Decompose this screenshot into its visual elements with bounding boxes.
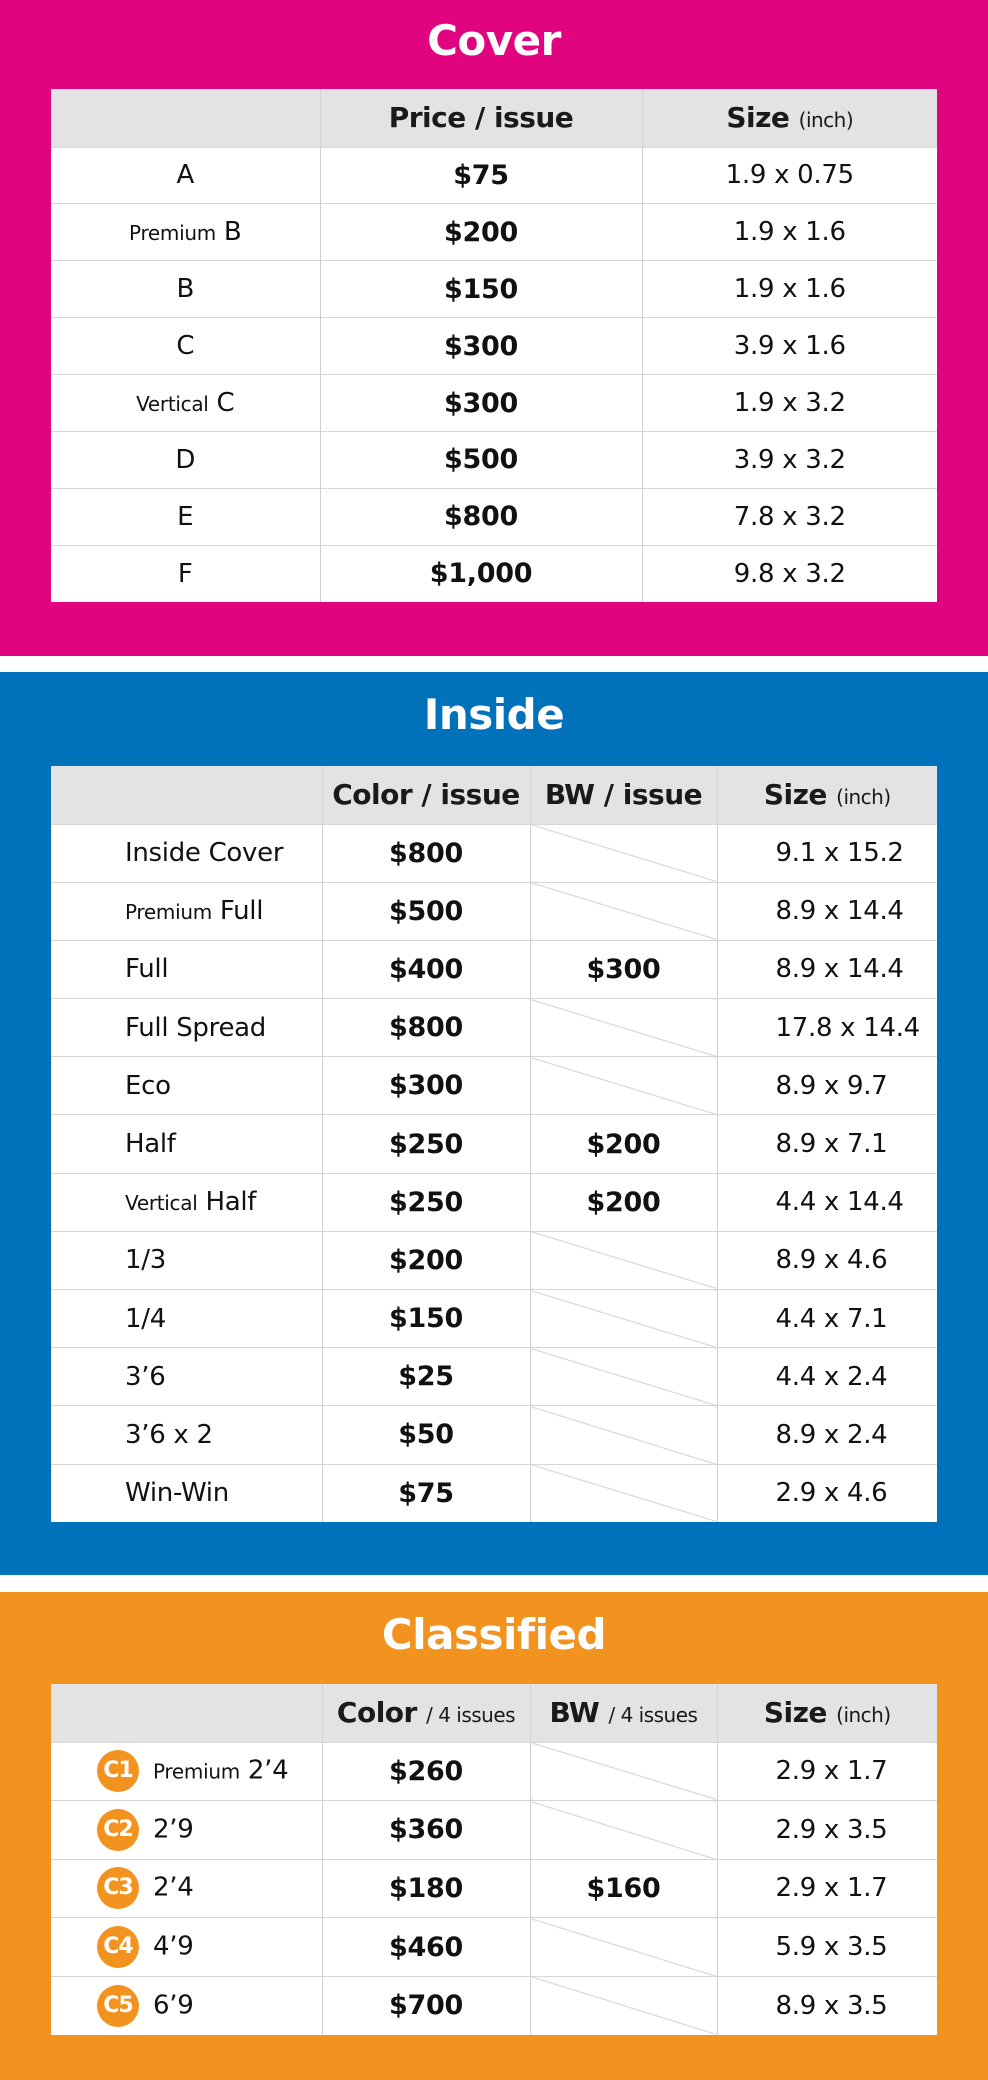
inside-row <box>51 1290 937 1348</box>
inside-row-size: 17.8 x 14.4 <box>717 999 937 1057</box>
inside-row <box>51 999 937 1057</box>
inside-row-bw-price: $200 <box>530 1173 717 1231</box>
classified-header-color <box>322 1684 530 1742</box>
classified-header-size <box>717 1684 937 1742</box>
classified-header-bw-sub: / 4 issues <box>608 1703 698 1728</box>
cover-row-size: 1.9 x 1.6 <box>642 204 937 261</box>
inside-row-size: 8.9 x 9.7 <box>717 1057 937 1115</box>
inside-table <box>51 766 937 1522</box>
inside-row-label-cell <box>51 1348 322 1406</box>
cover-row-price: $800 <box>320 488 642 545</box>
inside-row-size: 8.9 x 4.6 <box>717 1231 937 1289</box>
classified-row-label-cell <box>51 1742 322 1801</box>
inside-row-label: 1/4 <box>125 1303 166 1334</box>
classified-row-label: 2’4 <box>153 1872 194 1903</box>
cover-row-label-cell <box>51 431 320 488</box>
classified-title: Classified <box>381 1610 607 1659</box>
inside-header-color: Color / issue <box>322 766 530 824</box>
inside-row-label: Half <box>205 1187 257 1218</box>
inside-section <box>0 672 988 1575</box>
inside-row <box>51 1464 937 1522</box>
classified-header-color-sub: / 4 issues <box>426 1703 516 1728</box>
inside-row-label-cell <box>51 1115 322 1173</box>
cover-row-size: 1.9 x 3.2 <box>642 375 937 432</box>
inside-row-label-cell <box>51 1173 322 1231</box>
inside-row <box>51 1231 937 1289</box>
classified-row-bw-price: $160 <box>530 1859 717 1918</box>
classified-row-bw-empty <box>530 1801 717 1860</box>
inside-row <box>51 940 937 998</box>
inside-row-label-cell <box>51 940 322 998</box>
inside-row-bw-empty <box>530 1057 717 1115</box>
cover-row-price: $150 <box>320 261 642 318</box>
cover-row-price: $1,000 <box>320 545 642 602</box>
cover-row <box>51 545 937 602</box>
inside-title: Inside <box>423 690 565 739</box>
inside-row-size: 4.4 x 14.4 <box>717 1173 937 1231</box>
classified-row-label: 4’9 <box>153 1931 194 1962</box>
classified-row-label: 6’9 <box>153 1990 194 2021</box>
cover-row-prefix: Premium <box>129 221 216 246</box>
inside-row-bw-empty <box>530 1231 717 1289</box>
inside-row-label: Win-Win <box>125 1478 229 1509</box>
inside-row-bw-price: $200 <box>530 1115 717 1173</box>
inside-row-color-price: $300 <box>322 1057 530 1115</box>
classified-row <box>51 1859 937 1918</box>
inside-row-color-price: $200 <box>322 1231 530 1289</box>
inside-row-label-cell <box>51 1057 322 1115</box>
classified-row-label: 2’4 <box>247 1755 289 1786</box>
inside-row-prefix: Vertical <box>125 1191 198 1216</box>
classified-header-blank <box>51 1684 322 1742</box>
cover-row-price: $300 <box>320 318 642 375</box>
cover-row-size: 7.8 x 3.2 <box>642 488 937 545</box>
classified-row-color-price: $700 <box>322 1976 530 2035</box>
inside-header-bw: BW / issue <box>530 766 717 824</box>
classified-row-size: 2.9 x 3.5 <box>717 1801 937 1860</box>
cover-row-prefix: Vertical <box>136 392 209 416</box>
cover-rows <box>51 147 937 602</box>
inside-row-bw-empty <box>530 1348 717 1406</box>
classified-row-label-cell <box>51 1801 322 1860</box>
inside-row <box>51 824 937 882</box>
cover-title: Cover <box>427 16 561 65</box>
classified-row-label-cell <box>51 1918 322 1977</box>
cover-header-size <box>642 89 937 147</box>
cover-row-label-cell <box>51 488 320 545</box>
cover-header-blank <box>51 89 320 147</box>
classified-row-size: 5.9 x 3.5 <box>717 1918 937 1977</box>
cover-row <box>51 204 937 261</box>
classified-badge-icon: C4 <box>97 1926 139 1968</box>
cover-section <box>0 0 988 656</box>
cover-row-label: D <box>175 444 196 475</box>
classified-row <box>51 1742 937 1801</box>
inside-header-size-label: Size <box>763 778 827 812</box>
cover-row-label: C <box>216 388 235 418</box>
cover-row-label-cell <box>51 147 320 204</box>
classified-row-color-price: $460 <box>322 1918 530 1977</box>
classified-row <box>51 1976 937 2035</box>
inside-row-label-cell <box>51 882 322 940</box>
classified-row-label-cell <box>51 1976 322 2035</box>
inside-row-color-price: $400 <box>322 940 530 998</box>
classified-row-size: 2.9 x 1.7 <box>717 1742 937 1801</box>
inside-row-color-price: $800 <box>322 999 530 1057</box>
classified-header-bw-label: BW <box>549 1696 600 1730</box>
inside-row-label: Full <box>219 896 264 927</box>
classified-row <box>51 1918 937 1977</box>
inside-row-size: 4.4 x 2.4 <box>717 1348 937 1406</box>
inside-row-label-cell <box>51 999 322 1057</box>
cover-header-size-unit: (inch) <box>798 108 854 133</box>
inside-row-prefix: Premium <box>125 900 212 925</box>
cover-row-size: 3.9 x 3.2 <box>642 431 937 488</box>
cover-row-label-cell <box>51 375 320 432</box>
cover-row-price: $75 <box>320 147 642 204</box>
inside-row-size: 8.9 x 2.4 <box>717 1406 937 1464</box>
inside-row-size: 2.9 x 4.6 <box>717 1464 937 1522</box>
cover-row <box>51 431 937 488</box>
cover-row-label: F <box>177 558 193 589</box>
cover-header-price: Price / issue <box>320 89 642 147</box>
inside-row-label-cell <box>51 1231 322 1289</box>
cover-table <box>51 89 937 602</box>
classified-header-bw <box>530 1684 717 1742</box>
classified-row-bw-empty <box>530 1976 717 2035</box>
cover-row <box>51 318 937 375</box>
classified-header-size-unit: (inch) <box>836 1703 891 1728</box>
inside-row-color-price: $50 <box>322 1406 530 1464</box>
classified-row-size: 8.9 x 3.5 <box>717 1976 937 2035</box>
inside-row-bw-price: $300 <box>530 940 717 998</box>
cover-row-size: 9.8 x 3.2 <box>642 545 937 602</box>
cover-row <box>51 147 937 204</box>
classified-table <box>51 1684 937 2035</box>
cover-row-price: $500 <box>320 431 642 488</box>
inside-row-label-cell <box>51 1464 322 1522</box>
inside-row-color-price: $250 <box>322 1173 530 1231</box>
cover-row-label: A <box>176 160 194 191</box>
cover-row-label-cell <box>51 545 320 602</box>
inside-row-label: Half <box>125 1129 176 1160</box>
inside-row-size: 8.9 x 14.4 <box>717 882 937 940</box>
inside-row-label: Full Spread <box>125 1012 266 1043</box>
classified-rows <box>51 1742 937 2035</box>
cover-row-label: E <box>177 501 194 532</box>
cover-row-label-cell <box>51 261 320 318</box>
cover-row-label-cell <box>51 318 320 375</box>
inside-row-color-price: $250 <box>322 1115 530 1173</box>
classified-row-label-cell <box>51 1859 322 1918</box>
inside-row <box>51 882 937 940</box>
inside-row-label-cell <box>51 1406 322 1464</box>
inside-row-label: 1/3 <box>125 1245 166 1276</box>
inside-row-label-cell <box>51 1290 322 1348</box>
inside-row-bw-empty <box>530 882 717 940</box>
classified-row-color-price: $180 <box>322 1859 530 1918</box>
cover-row-size: 1.9 x 0.75 <box>642 147 937 204</box>
inside-rows <box>51 824 937 1522</box>
classified-badge-icon: C5 <box>97 1985 139 2027</box>
inside-row-label: Full <box>125 954 169 985</box>
inside-row-color-price: $150 <box>322 1290 530 1348</box>
cover-row-label: B <box>223 217 242 248</box>
inside-row-label: 3’6 x 2 <box>125 1419 213 1450</box>
classified-row-color-price: $360 <box>322 1801 530 1860</box>
classified-row <box>51 1801 937 1860</box>
inside-row-size: 9.1 x 15.2 <box>717 824 937 882</box>
classified-row-size: 2.9 x 1.7 <box>717 1859 937 1918</box>
classified-badge-icon: C2 <box>97 1809 139 1851</box>
inside-row-size: 8.9 x 14.4 <box>717 940 937 998</box>
cover-row-price: $300 <box>320 375 642 432</box>
cover-row <box>51 261 937 318</box>
cover-row-price: $200 <box>320 204 642 261</box>
inside-row-size: 8.9 x 7.1 <box>717 1115 937 1173</box>
inside-row-color-price: $25 <box>322 1348 530 1406</box>
classified-row-prefix: Premium <box>153 1759 240 1784</box>
inside-row-color-price: $500 <box>322 882 530 940</box>
classified-badge-icon: C1 <box>97 1750 139 1792</box>
inside-row <box>51 1057 937 1115</box>
classified-row-label: 2’9 <box>153 1814 194 1845</box>
classified-section <box>0 1592 988 2080</box>
inside-row-label: 3’6 <box>125 1361 166 1392</box>
classified-row-bw-empty <box>530 1742 717 1801</box>
inside-row-label: Inside Cover <box>125 838 284 869</box>
classified-badge-icon: C3 <box>97 1867 139 1909</box>
inside-row-color-price: $800 <box>322 824 530 882</box>
inside-row <box>51 1115 937 1173</box>
inside-row-color-price: $75 <box>322 1464 530 1522</box>
inside-row-bw-empty <box>530 1464 717 1522</box>
inside-row <box>51 1406 937 1464</box>
cover-row <box>51 375 937 432</box>
inside-row <box>51 1173 937 1231</box>
inside-header-size-unit: (inch) <box>836 785 891 810</box>
inside-row <box>51 1348 937 1406</box>
cover-header-size-label: Size <box>726 101 790 135</box>
inside-row-bw-empty <box>530 1406 717 1464</box>
cover-row-size: 3.9 x 1.6 <box>642 318 937 375</box>
inside-row-bw-empty <box>530 824 717 882</box>
cover-row-label-cell <box>51 204 320 261</box>
inside-row-bw-empty <box>530 999 717 1057</box>
classified-row-color-price: $260 <box>322 1742 530 1801</box>
cover-row-label: C <box>176 331 195 362</box>
inside-row-size: 4.4 x 7.1 <box>717 1290 937 1348</box>
classified-header-color-label: Color <box>336 1696 417 1730</box>
inside-header-size <box>717 766 937 824</box>
cover-row-label: B <box>176 274 195 305</box>
cover-row <box>51 488 937 545</box>
inside-header-blank <box>51 766 322 824</box>
inside-row-label-cell <box>51 824 322 882</box>
cover-row-size: 1.9 x 1.6 <box>642 261 937 318</box>
classified-header-size-label: Size <box>763 1696 827 1730</box>
inside-row-label: Eco <box>125 1070 171 1101</box>
inside-row-bw-empty <box>530 1290 717 1348</box>
classified-row-bw-empty <box>530 1918 717 1977</box>
